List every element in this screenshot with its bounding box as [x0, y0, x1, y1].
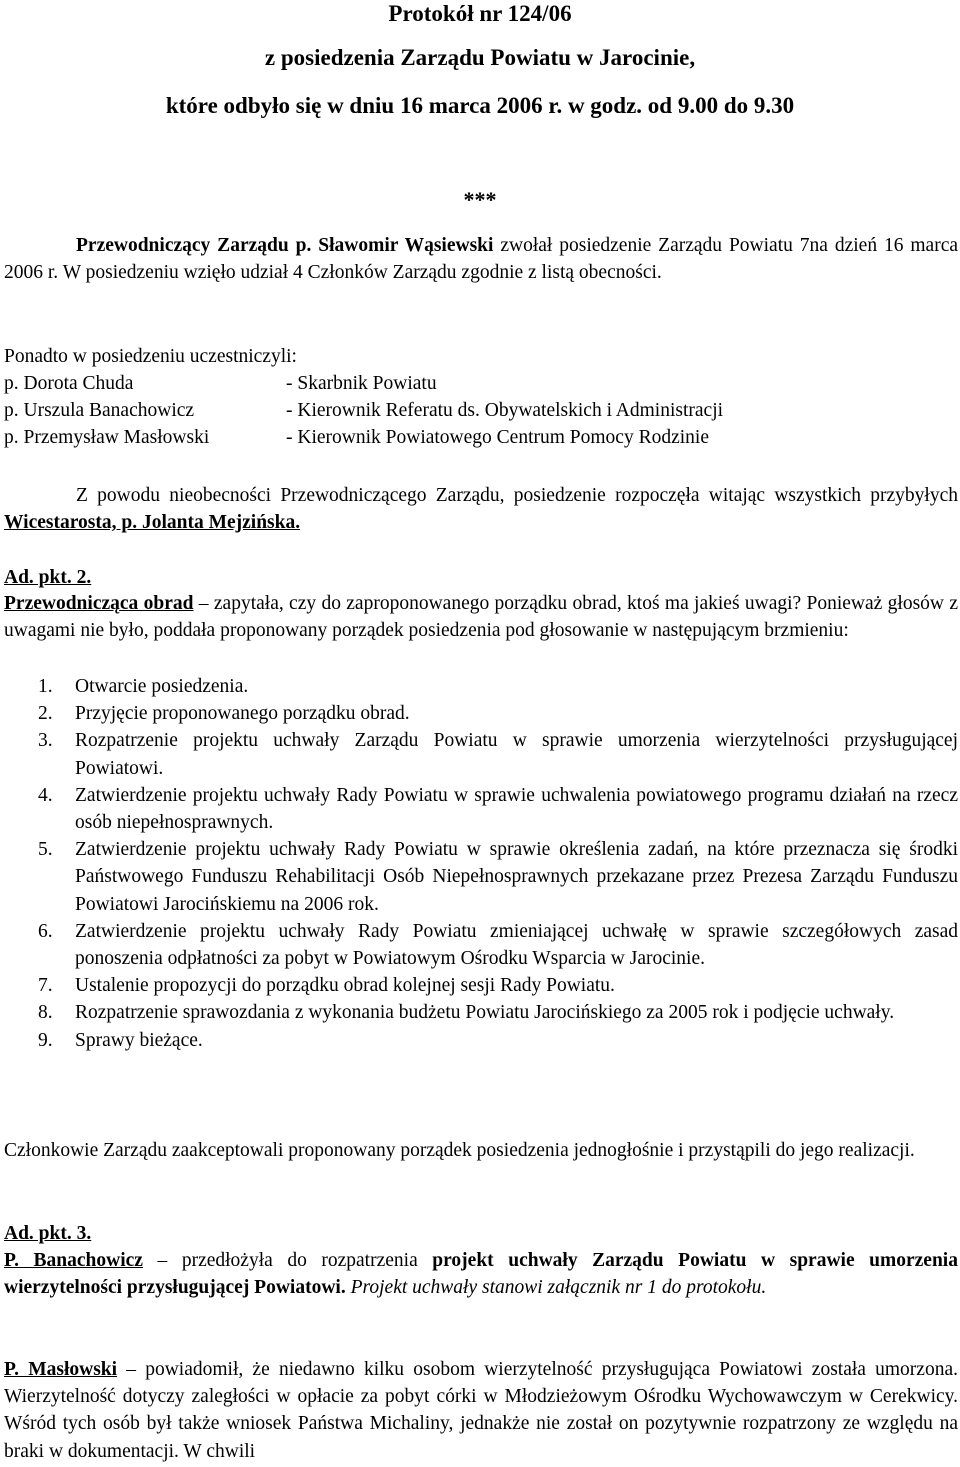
attendee-role: - Kierownik Powiatowego Centrum Pomocy Rodzinie: [286, 427, 709, 448]
intro-paragraph: [4, 232, 958, 286]
agenda-text: Ustalenie propozycji do porządku obrad kolejnej sesji Rady Powiatu.: [75, 975, 615, 997]
item2-conclusion: Członkowie Zarządu zaakceptowali proponowany porządek posiedzenia jednogłośnie i przystąpili do jego realizacji.: [4, 1140, 915, 1161]
agenda-number: 5.: [38, 839, 53, 861]
agenda-text: Zatwierdzenie projektu uchwały Rady Powiatu w sprawie określenia zadań, na które przeznacza się środki Państwowego Funduszu Rehabilitacji Osób Niepełnosprawnych przekazane przez Prezesa Zarządu Funduszu Powiatowi Jarocińskiemu na 2006 rok.: [75, 839, 958, 915]
attendee-role: - Skarbnik Powiatu: [286, 373, 437, 394]
item3-paragraph-1: [4, 1247, 958, 1301]
agenda-number: 1.: [38, 676, 53, 697]
opening-paragraph: [4, 482, 958, 536]
agenda-item: [4, 999, 958, 1026]
vice-starost-name: Wicestarosta, p. Jolanta Mejzińska.: [4, 512, 301, 534]
agenda-item: [4, 918, 958, 972]
agenda-item: [4, 673, 958, 700]
attendee-name: p. Przemysław Masłowski: [4, 427, 210, 448]
intro-label: Przewodniczący Zarządu p.: [76, 235, 312, 256]
agenda-text: Zatwierdzenie projektu uchwały Rady Powiatu w sprawie uchwalenia powiatowego programu działań na rzecz osób niepełnosprawnych.: [75, 784, 958, 834]
agenda-number: 8.: [38, 1002, 53, 1024]
item3-text-2: – powiadomił, że niedawno kilku osobom wierzytelność przysługująca Powiatowi została umorzona. Wierzytelność dotyczy zaległości w opłacie za pobyt córki w Młodzieżowym Ośrodku Wychowawczym w Cerekwicy. Wśród tych osób był także wniosek Państwa Michaliny, jednakże nie został on pozytywnie rozpatrzony ze względu na braki w dokumentacji. W chwili: [4, 1359, 958, 1462]
document-date-line: które odbyło się w dniu 16 marca 2006 r. w godz. od 9.00 do 9.30: [165, 93, 795, 118]
item3-text-1a: – przedłożyła do rozpatrzenia: [142, 1250, 433, 1271]
agenda-number: 2.: [38, 703, 53, 725]
intro-text: zwołał posiedzenie Zarządu Powiatu 7na dzień 16 marca 2006 r. W posiedzeniu wzięło udział 4 Członków Zarządu zgodnie z listą obecności.: [4, 235, 959, 284]
agenda-text: Sprawy bieżące.: [75, 1029, 203, 1051]
attendee-row: [4, 397, 723, 424]
chair-name: Sławomir Wąsiewski: [318, 235, 494, 256]
item2-speaker: Przewodnicząca obrad: [4, 593, 194, 614]
attendee-role: - Kierownik Referatu ds. Obywatelskich i Administracji: [286, 400, 724, 421]
agenda-number: 6.: [38, 920, 53, 942]
agenda-item: [4, 836, 958, 918]
item3-heading: Ad. pkt. 3.: [4, 1223, 92, 1244]
agenda-number: 3.: [38, 730, 53, 752]
agenda-text: Zatwierdzenie projektu uchwały Rady Powiatu zmieniającej uchwałę w sprawie szczegółowych zasad ponoszenia odpłatności za pobyt w Powiatowym Ośrodku Wsparcia w Jarocinie.: [75, 920, 958, 970]
agenda-list: [4, 673, 958, 1054]
item3-speaker-2: P. Masłowski: [4, 1359, 118, 1380]
agenda-item: [4, 782, 958, 836]
item3-speaker-1: P. Banachowicz: [4, 1250, 143, 1271]
item3-paragraph-2: [4, 1356, 958, 1465]
attendee-name: p. Dorota Chuda: [4, 373, 134, 394]
document-subtitle: z posiedzenia Zarządu Powiatu w Jarocinie,: [264, 45, 696, 70]
agenda-item: [4, 1027, 958, 1054]
item3-attachment-note: Projekt uchwały stanowi załącznik nr 1 do protokołu.: [345, 1277, 767, 1299]
agenda-number: 7.: [38, 975, 53, 997]
item2-heading: Ad. pkt. 2.: [4, 567, 92, 588]
agenda-item: [4, 700, 958, 727]
opening-text: Z powodu nieobecności Przewodniczącego Zarządu, posiedzenie rozpoczęła witając wszystkich przybyłych: [76, 485, 958, 506]
attendee-name: p. Urszula Banachowicz: [4, 400, 195, 421]
attendee-row: [4, 424, 709, 451]
agenda-text: Przyjęcie proponowanego porządku obrad.: [75, 703, 410, 725]
agenda-item: [4, 727, 958, 781]
item3-resolution-title: projekt uchwały Zarządu Powiatu w sprawie umorzenia wierzytelności przysługującej Powiatowi.: [4, 1250, 958, 1299]
agenda-text: Rozpatrzenie sprawozdania z wykonania budżetu Powiatu Jarocińskiego za 2005 rok i podjęcie uchwały.: [75, 1002, 895, 1024]
agenda-number: 9.: [38, 1029, 53, 1051]
attendees-heading: Ponadto w posiedzeniu uczestniczyli:: [4, 346, 297, 367]
agenda-text: Rozpatrzenie projektu uchwały Zarządu Powiatu w sprawie umorzenia wierzytelności przysługującej Powiatowi.: [75, 730, 958, 779]
separator: ***: [463, 187, 497, 212]
document-title: Protokół nr 124/06: [388, 1, 572, 26]
agenda-item: [4, 972, 958, 999]
item2-text: – zapytała, czy do zaproponowanego porządku obrad, ktoś ma jakieś uwagi? Ponieważ głosów z uwagami nie było, poddała proponowany porządek posiedzenia pod głosowanie w następującym brzmieniu:: [4, 593, 958, 642]
item2-paragraph: [4, 590, 958, 644]
agenda-number: 4.: [38, 784, 53, 806]
attendee-row: [4, 370, 437, 397]
agenda-text: Otwarcie posiedzenia.: [75, 676, 249, 697]
